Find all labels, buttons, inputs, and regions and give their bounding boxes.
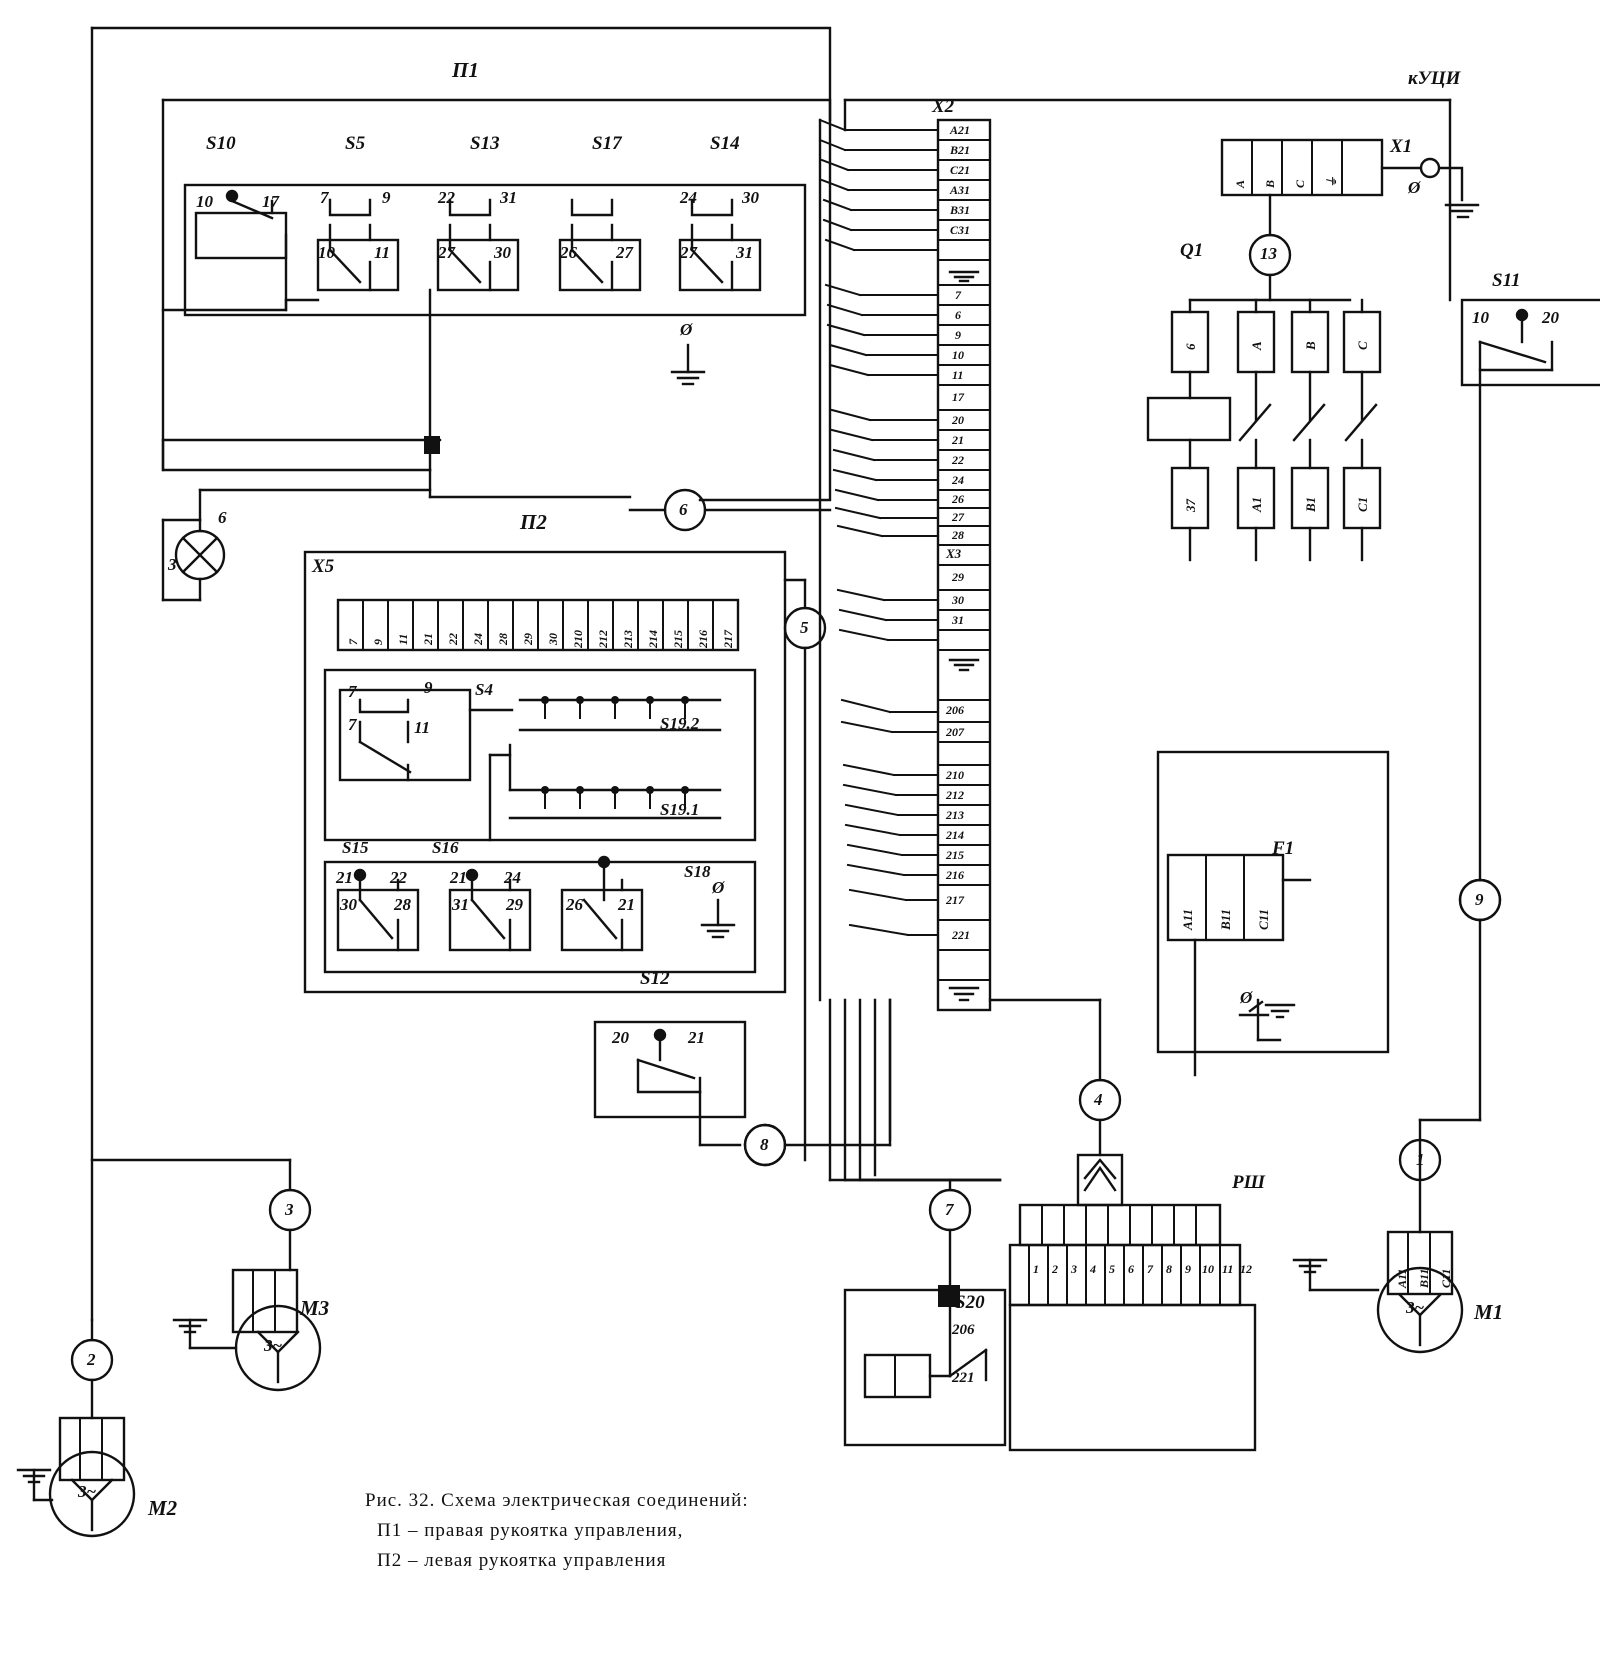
p2-connector-x5: X5 — [312, 556, 335, 577]
s11-label: S11 — [1492, 270, 1521, 291]
m2-symbol: 3~ — [78, 1482, 97, 1501]
x2-pin-13: 20 — [952, 413, 964, 427]
f1-ground-mark: Ø — [1240, 988, 1253, 1007]
p1-s13-bottom-right: 30 — [494, 243, 511, 262]
rsh-pin-8: 8 — [1166, 1262, 1172, 1276]
x1-pin-gnd: ⏚ — [1325, 175, 1339, 188]
x5-pin-14: 216 — [696, 630, 710, 648]
p2-sw2-top-right: 24 — [504, 868, 521, 887]
s20-pin-0: 206 — [952, 1322, 975, 1338]
p1-s5-bottom-right: 11 — [374, 243, 391, 262]
x1-pin-a: A — [1233, 179, 1247, 188]
q1-bottom-pin-3: C1 — [1355, 496, 1370, 512]
node-8-label: 8 — [760, 1135, 769, 1154]
x1-pin-b: B — [1263, 179, 1277, 188]
p1-s5-top-left: 7 — [320, 188, 329, 207]
q1-top-pin-3: C — [1355, 341, 1370, 350]
p2-contacts-s19-2: S19.2 — [660, 714, 700, 733]
node-2-label: 2 — [87, 1350, 96, 1369]
x5-pin-7: 29 — [521, 633, 535, 645]
figure-caption — [365, 1490, 1265, 1580]
p1-s5-top-right: 9 — [382, 188, 391, 207]
m1-label: M1 — [1474, 1300, 1504, 1324]
x5-pin-1: 9 — [371, 639, 385, 645]
p2-sw1-bottom-right: 28 — [394, 895, 411, 914]
q1-top-pin-0: 6 — [1183, 343, 1198, 350]
p2-s4-top-right: 9 — [424, 678, 433, 697]
p1-title: П1 — [452, 58, 479, 82]
caption-line-1: Рис. 32. Схема электрическая соединений: — [365, 1490, 749, 1511]
p1-s14-top-right: 30 — [742, 188, 759, 207]
q1-label: Q1 — [1180, 240, 1204, 261]
x2-pin-28: 212 — [946, 788, 964, 802]
p1-s14-top-left: 24 — [680, 188, 697, 207]
rsh-pin-9: 9 — [1185, 1262, 1191, 1276]
x2-pin-14: 21 — [952, 433, 964, 447]
p1-switch-label-s14: S14 — [710, 133, 740, 154]
rsh-pin-1: 1 — [1033, 1262, 1039, 1276]
x2-pin-16: 24 — [952, 473, 964, 487]
x5-pin-9: 210 — [571, 630, 585, 648]
q1-bottom-pin-2: B1 — [1303, 496, 1318, 512]
p1-ground-mark: Ø — [680, 320, 693, 339]
x2-pin-3: A31 — [950, 183, 971, 197]
s11-right-pin: 20 — [1542, 308, 1559, 327]
q1-top-pin-1: A — [1249, 341, 1264, 350]
p2-s4-top-left: 7 — [348, 682, 357, 701]
p1-s14-bottom-right: 31 — [736, 243, 753, 262]
p1-s13-top-left: 22 — [438, 188, 455, 207]
x2-pin-9: 9 — [955, 328, 961, 342]
x5-pin-4: 22 — [446, 633, 460, 645]
p2-ground-mark: Ø — [712, 878, 725, 897]
m1-pin-c11: C11 — [1439, 1268, 1453, 1288]
x2-pin-1: B21 — [950, 143, 971, 157]
f1-pin-2: C11 — [1256, 909, 1271, 930]
p2-s4-bottom-right: 11 — [414, 718, 431, 737]
p2-switch-label-s15: S15 — [342, 838, 369, 857]
p1-s17-bottom-right: 27 — [616, 243, 633, 262]
x2-pin-12: 17 — [952, 390, 964, 404]
caption-line-2: П1 – правая рукоятка управления, — [377, 1520, 684, 1541]
rsh-pin-10: 10 — [1202, 1262, 1214, 1276]
rsh-pin-3: 3 — [1071, 1262, 1077, 1276]
x5-pin-10: 212 — [596, 630, 610, 648]
p1-s14-bottom-left: 27 — [680, 243, 697, 262]
rsh-pin-11: 11 — [1222, 1262, 1234, 1276]
node-5-label: 5 — [800, 618, 809, 637]
f1-pin-1: B11 — [1218, 909, 1233, 930]
s12-right-pin: 21 — [688, 1028, 705, 1047]
rsh-label: РШ — [1232, 1172, 1265, 1193]
p2-sw2-bottom-left: 31 — [452, 895, 469, 914]
x1-title: X1 — [1390, 136, 1413, 157]
x2-pin-19: 28 — [952, 528, 964, 542]
m3-symbol: 3~ — [264, 1336, 283, 1355]
x2-pin-18: 27 — [952, 510, 964, 524]
p2-sw2-bottom-right: 29 — [506, 895, 523, 914]
lamp-pin-3: 3 — [168, 555, 177, 574]
p1-switch-label-s17: S17 — [592, 133, 622, 154]
x2-pin-30: 214 — [946, 828, 964, 842]
x2-pin-26: 207 — [946, 725, 964, 739]
x2-pin-27: 210 — [946, 768, 964, 782]
q1-bottom-pin-1: A1 — [1249, 496, 1264, 512]
x2-pin-33: 217 — [946, 893, 964, 907]
x5-pin-13: 215 — [671, 630, 685, 648]
node-9-label: 9 — [1475, 890, 1484, 909]
x5-pin-5: 24 — [471, 633, 485, 645]
p2-switch-label-s16: S16 — [432, 838, 459, 857]
x1-ground-mark: Ø — [1408, 178, 1421, 197]
p1-s5-bottom-left: 10 — [318, 243, 335, 262]
p1-s13-top-right: 31 — [500, 188, 517, 207]
f1-label: F1 — [1272, 838, 1295, 859]
x5-pin-6: 28 — [496, 633, 510, 645]
s11-left-pin: 10 — [1472, 308, 1489, 327]
x5-pin-2: 11 — [396, 633, 410, 645]
s12-label: S12 — [640, 968, 670, 989]
x2-pin-8: 6 — [955, 308, 961, 322]
x5-pin-12: 214 — [646, 630, 660, 648]
p2-title: П2 — [520, 510, 547, 534]
rsh-pin-5: 5 — [1109, 1262, 1115, 1276]
p1-s10-top-left: 10 — [196, 192, 213, 211]
p2-s4-label: S4 — [475, 680, 493, 699]
p2-sw1-bottom-left: 30 — [340, 895, 357, 914]
rsh-pin-4: 4 — [1090, 1262, 1096, 1276]
x2-pin-7: 7 — [955, 288, 961, 302]
p2-sw3-bottom-right: 21 — [618, 895, 635, 914]
p1-s10-top-right: 17 — [262, 192, 279, 211]
caption-line-3: П2 – левая рукоятка управления — [377, 1550, 667, 1571]
x2-pin-32: 216 — [946, 868, 964, 882]
x5-pin-11: 213 — [621, 630, 635, 648]
m3-label: M3 — [300, 1296, 330, 1320]
x2-pin-4: B31 — [950, 203, 971, 217]
p2-sw1-top-left: 21 — [336, 868, 353, 887]
x5-pin-3: 21 — [421, 633, 435, 645]
x2-pin-20: X3 — [946, 546, 962, 561]
lamp-node-6: 6 — [218, 508, 227, 527]
x2-pin-29: 213 — [946, 808, 964, 822]
p2-sw2-top-left: 21 — [450, 868, 467, 887]
x2-pin-21: 29 — [952, 570, 964, 584]
x2-pin-2: C21 — [950, 163, 971, 177]
p1-s17-bottom-left: 26 — [560, 243, 577, 262]
x2-title: X2 — [932, 96, 955, 117]
q1-top-pin-2: B — [1303, 341, 1318, 350]
rsh-pin-6: 6 — [1128, 1262, 1134, 1276]
p2-sw1-top-right: 22 — [390, 868, 407, 887]
node-4-label: 4 — [1094, 1090, 1103, 1109]
x5-pin-0: 7 — [346, 639, 360, 645]
s12-left-pin: 20 — [612, 1028, 629, 1047]
x2-pin-10: 10 — [952, 348, 964, 362]
x2-pin-25: 206 — [946, 703, 964, 717]
m1-pin-a11: A11 — [1395, 1268, 1409, 1288]
x2-pin-23: 31 — [952, 613, 964, 627]
rsh-pin-7: 7 — [1147, 1262, 1153, 1276]
x2-pin-15: 22 — [952, 453, 964, 467]
x2-pin-31: 215 — [946, 848, 964, 862]
node-6-right: 6 — [679, 500, 688, 519]
p1-switch-label-s13: S13 — [470, 133, 500, 154]
x5-pin-15: 217 — [721, 630, 735, 648]
m1-pin-b11: B11 — [1417, 1268, 1431, 1288]
p1-switch-label-s10: S10 — [206, 133, 236, 154]
p2-s4-bottom-left: 7 — [348, 715, 357, 734]
x2-pin-17: 26 — [952, 492, 964, 506]
q1-bottom-pin-0: 37 — [1183, 499, 1198, 512]
f1-pin-0: A11 — [1180, 909, 1195, 930]
x2-pin-34: 221 — [952, 928, 970, 942]
node-3-label: 3 — [285, 1200, 294, 1219]
x2-pin-11: 11 — [952, 368, 964, 382]
m1-symbol: 3~ — [1406, 1298, 1425, 1317]
p2-sw3-bottom-left: 26 — [566, 895, 583, 914]
rsh-pin-2: 2 — [1052, 1262, 1058, 1276]
q1-node-13: 13 — [1260, 244, 1277, 263]
node-1-label: 1 — [1416, 1150, 1425, 1169]
x5-pin-8: 30 — [546, 633, 560, 645]
p1-s13-bottom-left: 27 — [438, 243, 455, 262]
kuci-label: кУЦИ — [1408, 68, 1461, 89]
p1-switch-label-s5: S5 — [345, 133, 366, 154]
p2-contacts-s19-1: S19.1 — [660, 800, 700, 819]
x2-pin-22: 30 — [952, 593, 964, 607]
m2-label: M2 — [148, 1496, 178, 1520]
s20-pin-1: 221 — [952, 1370, 975, 1386]
x2-pin-0: A21 — [950, 123, 971, 137]
node-7-label: 7 — [945, 1200, 954, 1219]
s20-label: S20 — [955, 1292, 985, 1313]
x2-pin-5: C31 — [950, 223, 971, 237]
x1-pin-c: C — [1293, 179, 1307, 188]
rsh-pin-12: 12 — [1240, 1262, 1252, 1276]
p2-switch-label-s18: S18 — [684, 862, 711, 881]
